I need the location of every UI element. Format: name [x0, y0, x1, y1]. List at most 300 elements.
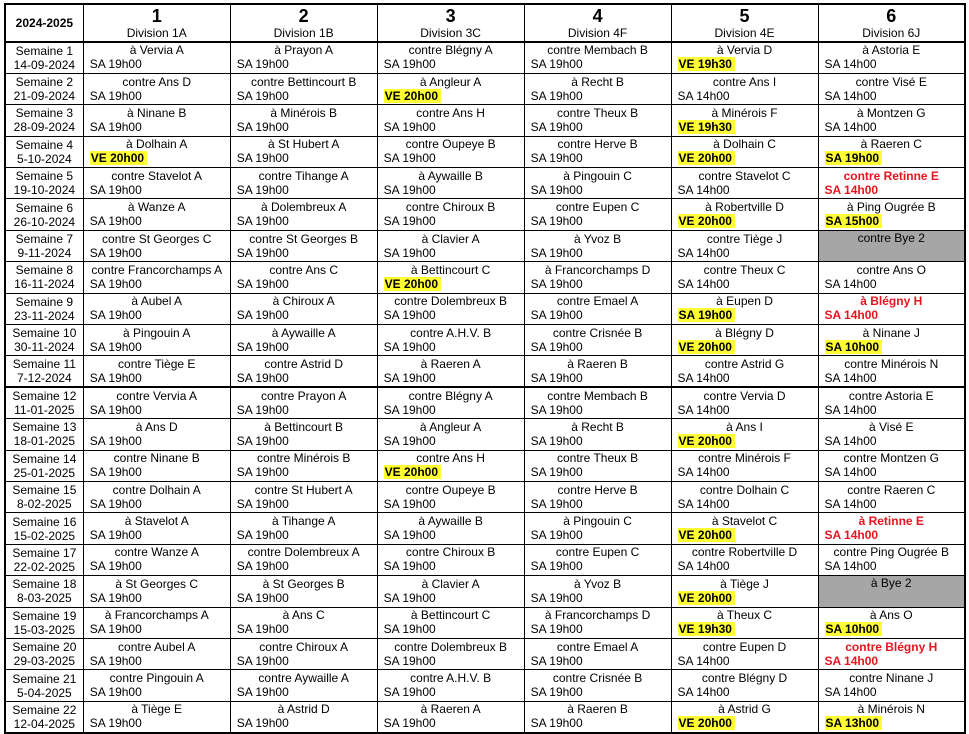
match-cell — [524, 136, 671, 167]
match-time-text: VE 20h00 — [678, 214, 735, 228]
match-time-text: SA 19h00 — [383, 716, 436, 731]
match-time-text: SA 14h00 — [824, 276, 877, 291]
opponent-label: à Francorchamps D — [544, 608, 651, 623]
match-time — [84, 277, 230, 292]
opponent-label: à Ans C — [282, 608, 325, 623]
match-cell — [818, 701, 965, 732]
match-time — [378, 434, 524, 449]
opponent-label: contre Ninane J — [849, 671, 934, 685]
division-label: Division 6J — [862, 26, 921, 40]
match-time — [231, 685, 377, 700]
opponent-label: à Theux C — [716, 608, 773, 623]
week-cell — [5, 481, 83, 512]
match-time-highlighted — [672, 340, 818, 355]
opponent-label: à Astrid D — [277, 702, 330, 717]
match-time-highlighted — [378, 277, 524, 292]
week-label: Semaine 5 — [15, 169, 74, 184]
match-cell — [671, 42, 818, 73]
match-cell — [230, 419, 377, 450]
match-time-text: SA 19h00 — [530, 528, 583, 543]
match-time — [672, 465, 818, 480]
match-time — [672, 277, 818, 292]
opponent-label: contre Dolhain A — [112, 482, 201, 497]
match-cell — [83, 701, 230, 732]
match-time — [231, 716, 377, 731]
opponent-label: à Clavier A — [421, 231, 480, 246]
opponent-label: à Pingouin A — [123, 325, 191, 340]
schedule-row — [5, 513, 965, 544]
match-time-text: SA 19h00 — [236, 276, 289, 291]
opponent-label: contre Ninane B — [113, 451, 200, 466]
match-cell — [83, 576, 230, 607]
opponent-label: contre Eupen D — [702, 639, 787, 654]
match-cell — [230, 293, 377, 324]
week-label: Semaine 1 — [15, 43, 74, 58]
opponent-label: contre Dolembreux B — [394, 294, 507, 309]
opponent-label: contre Bettincourt B — [250, 74, 357, 89]
match-cell — [524, 544, 671, 575]
schedule-row — [5, 230, 965, 261]
match-time-text: SA 19h00 — [236, 622, 289, 637]
match-cell — [671, 325, 818, 356]
column-number: 3 — [445, 6, 456, 26]
week-label: Semaine 8 — [15, 263, 74, 278]
match-cell — [377, 230, 524, 261]
match-time-text: SA 19h00 — [236, 465, 289, 480]
match-cell — [377, 325, 524, 356]
match-time — [84, 622, 230, 637]
match-cell — [818, 607, 965, 638]
match-time — [84, 654, 230, 669]
bye-cell — [818, 576, 965, 607]
match-cell — [377, 293, 524, 324]
week-cell — [5, 230, 83, 261]
match-time-text: SA 14h00 — [677, 559, 730, 574]
match-time-text: SA 19h00 — [236, 496, 289, 511]
opponent-label: contre Theux B — [556, 451, 639, 466]
opponent-label: à Yvoz B — [573, 231, 622, 246]
match-cell — [524, 670, 671, 701]
opponent-label: à Bettincourt C — [410, 608, 491, 623]
match-time-text: VE 20h00 — [384, 277, 441, 291]
match-time — [84, 685, 230, 700]
match-cell — [818, 325, 965, 356]
opponent-label: contre Visé E — [855, 74, 927, 89]
match-time-text: SA 19h00 — [530, 653, 583, 668]
match-time — [672, 559, 818, 574]
opponent-label: à Robertville D — [705, 200, 784, 215]
match-time — [231, 559, 377, 574]
opponent-label: contre Minérois N — [844, 356, 939, 371]
week-cell — [5, 42, 83, 73]
match-cell — [83, 105, 230, 136]
match-cell — [524, 607, 671, 638]
opponent-label: contre Raeren C — [847, 482, 936, 497]
match-cell — [524, 576, 671, 607]
match-time-text: SA 14h00 — [824, 119, 877, 134]
match-time — [378, 120, 524, 135]
match-cell — [671, 136, 818, 167]
opponent-label: à Blégny D — [715, 325, 774, 340]
match-time — [525, 89, 671, 104]
week-cell — [5, 544, 83, 575]
opponent-label: à Raeren A — [420, 356, 481, 371]
opponent-label: à Pingouin C — [563, 168, 632, 183]
week-cell — [5, 450, 83, 481]
match-date: 23-11-2024 — [14, 308, 75, 323]
opponent-label: contre A.H.V. B — [410, 671, 492, 685]
opponent-label: contre Aubel A — [118, 639, 196, 654]
match-time-text: SA 10h00 — [825, 622, 883, 636]
match-time-text: VE 20h00 — [678, 434, 735, 448]
opponent-label: contre Chiroux A — [259, 639, 349, 654]
match-cell — [818, 638, 965, 669]
match-cell — [83, 450, 230, 481]
match-time-text: SA 19h00 — [530, 590, 583, 605]
opponent-label: à Ninane B — [127, 105, 187, 120]
match-time-text: SA 19h00 — [383, 182, 436, 197]
match-cell — [230, 325, 377, 356]
match-cell — [83, 230, 230, 261]
match-cell — [524, 513, 671, 544]
opponent-label: contre Oupeye B — [405, 482, 496, 497]
opponent-label: à Bye 2 — [870, 576, 912, 591]
match-cell — [524, 701, 671, 732]
match-time-text: SA 14h00 — [824, 685, 877, 699]
match-time — [231, 308, 377, 323]
schedule-row — [5, 262, 965, 293]
opponent-label: à Angleur A — [419, 419, 482, 434]
match-time — [525, 685, 671, 700]
match-date: 21-09-2024 — [13, 89, 76, 104]
week-cell — [5, 325, 83, 356]
match-time-highlighted — [819, 214, 965, 229]
match-cell — [83, 607, 230, 638]
match-cell — [524, 42, 671, 73]
match-cell — [230, 199, 377, 230]
match-time-highlighted — [84, 151, 230, 166]
match-time-text: SA 19h00 — [383, 528, 436, 543]
match-time-text: SA 19h00 — [530, 119, 583, 134]
match-time — [672, 654, 818, 669]
match-time — [84, 591, 230, 606]
opponent-label: contre Vervia A — [116, 388, 198, 403]
schedule-row — [5, 387, 965, 418]
week-cell — [5, 199, 83, 230]
week-cell — [5, 670, 83, 701]
column-number: 1 — [151, 6, 162, 26]
match-time — [84, 89, 230, 104]
match-cell — [377, 42, 524, 73]
match-time — [525, 120, 671, 135]
match-time — [525, 528, 671, 543]
match-time — [84, 308, 230, 323]
match-time-text: SA 14h00 — [824, 496, 877, 511]
match-cell — [671, 230, 818, 261]
division-label: Division 1A — [126, 26, 187, 40]
match-time-text: SA 19h00 — [530, 276, 583, 291]
week-cell — [5, 607, 83, 638]
match-time — [525, 277, 671, 292]
match-cell — [671, 513, 818, 544]
match-time-text: SA 14h00 — [824, 465, 877, 480]
opponent-label: contre Dolhain C — [699, 482, 790, 497]
opponent-label: contre Crisnée B — [552, 671, 643, 685]
match-time — [231, 151, 377, 166]
match-cell — [230, 513, 377, 544]
match-time — [525, 183, 671, 198]
bye-cell — [818, 230, 965, 261]
match-cell — [377, 638, 524, 669]
match-cell — [83, 638, 230, 669]
match-time-text: SA 19h00 — [383, 590, 436, 605]
match-time — [819, 654, 965, 669]
column-number: 6 — [886, 6, 897, 26]
match-time — [819, 183, 965, 198]
opponent-label: à Vervia D — [716, 43, 773, 58]
match-time-text: SA 19h00 — [383, 214, 436, 229]
opponent-label: contre Bye 2 — [857, 230, 925, 245]
opponent-label: contre Blégny A — [408, 43, 493, 58]
week-label: Semaine 20 — [12, 640, 77, 655]
match-cell — [524, 638, 671, 669]
match-cell — [377, 544, 524, 575]
match-time — [231, 183, 377, 198]
match-time-text: SA 19h00 — [530, 370, 583, 385]
match-time — [378, 591, 524, 606]
match-time-text: SA 19h00 — [236, 88, 289, 103]
match-cell — [671, 387, 818, 418]
match-cell — [83, 42, 230, 73]
match-time-text: SA 19h00 — [89, 57, 142, 72]
match-time-text: SA 19h00 — [383, 653, 436, 668]
match-time — [84, 403, 230, 418]
opponent-label: contre Dolembreux A — [247, 545, 360, 560]
opponent-label: à Astrid G — [718, 702, 771, 717]
match-time-text: VE 20h00 — [678, 528, 735, 542]
match-date: 29-03-2025 — [13, 654, 76, 669]
match-time — [231, 340, 377, 355]
match-cell — [524, 168, 671, 199]
opponent-label: à Ans I — [726, 419, 763, 434]
match-time-text: SA 14h00 — [677, 88, 730, 103]
match-time — [231, 497, 377, 512]
match-time-text: SA 14h00 — [677, 276, 730, 291]
week-label: Semaine 2 — [15, 75, 74, 90]
opponent-label: contre Blégny D — [701, 671, 788, 685]
schedule-row — [5, 701, 965, 732]
match-time-text: SA 19h00 — [89, 119, 142, 134]
match-time — [525, 622, 671, 637]
opponent-label: à Minérois N — [857, 702, 925, 717]
column-header-1 — [83, 4, 230, 42]
header-row — [5, 4, 965, 42]
match-time-text: SA 14h00 — [824, 653, 879, 668]
week-label: Semaine 16 — [12, 514, 77, 529]
match-time-text: SA 19h00 — [89, 496, 142, 511]
week-cell — [5, 638, 83, 669]
match-time-text: SA 19h00 — [236, 716, 289, 731]
match-cell — [818, 199, 965, 230]
match-time-text: SA 19h00 — [236, 182, 289, 197]
opponent-label: à Tiège J — [720, 576, 769, 591]
match-cell — [377, 481, 524, 512]
opponent-label: contre Eupen C — [555, 545, 640, 560]
match-time-text: SA 19h00 — [236, 57, 289, 72]
week-label: Semaine 21 — [12, 671, 77, 686]
opponent-label: à St Hubert A — [267, 137, 340, 152]
match-cell — [377, 701, 524, 732]
week-cell — [5, 73, 83, 104]
match-time-highlighted — [378, 89, 524, 104]
opponent-label: contre Wanze A — [114, 545, 199, 560]
opponent-label: contre Eupen C — [555, 200, 640, 215]
schedule-row — [5, 356, 965, 387]
match-time-highlighted — [672, 434, 818, 449]
match-time — [525, 340, 671, 355]
match-time — [84, 528, 230, 543]
match-time — [378, 559, 524, 574]
match-cell — [818, 419, 965, 450]
opponent-label: à Eupen D — [716, 294, 773, 309]
match-time-text: SA 15h00 — [825, 214, 883, 228]
opponent-label: à Ninane J — [862, 325, 920, 340]
column-header-3 — [377, 4, 524, 42]
match-time-text: SA 14h00 — [824, 88, 877, 103]
match-date: 30-11-2024 — [14, 340, 75, 355]
match-cell — [377, 387, 524, 418]
match-time-text: SA 14h00 — [824, 559, 877, 574]
match-date: 5-10-2024 — [17, 151, 72, 166]
match-cell — [230, 105, 377, 136]
match-time — [672, 497, 818, 512]
match-cell — [230, 638, 377, 669]
match-cell — [377, 73, 524, 104]
schedule-row — [5, 325, 965, 356]
match-cell — [83, 670, 230, 701]
match-cell — [83, 168, 230, 199]
match-time — [525, 591, 671, 606]
match-cell — [818, 293, 965, 324]
opponent-label: contre Oupeye B — [405, 137, 496, 152]
opponent-label: à Retinne E — [858, 514, 924, 529]
match-cell — [83, 356, 230, 387]
match-cell — [83, 481, 230, 512]
match-time-text: SA 19h00 — [236, 308, 289, 323]
match-cell — [230, 136, 377, 167]
opponent-label: contre Stavelot C — [698, 168, 791, 183]
opponent-label: à Dolhain A — [126, 137, 188, 152]
match-time — [378, 340, 524, 355]
match-time — [231, 591, 377, 606]
match-time — [231, 89, 377, 104]
match-time-text: SA 19h00 — [89, 308, 142, 323]
match-time-text: VE 20h00 — [384, 89, 441, 103]
match-time — [819, 434, 965, 449]
week-label: Semaine 15 — [12, 483, 77, 498]
match-time-text: SA 14h00 — [824, 308, 879, 323]
week-cell — [5, 262, 83, 293]
opponent-label: contre Tiège J — [706, 231, 783, 246]
column-number: 2 — [298, 6, 309, 26]
opponent-label: à Aubel A — [131, 294, 183, 309]
opponent-label: contre Ping Ougrée B — [833, 545, 949, 560]
match-time-highlighted — [672, 591, 818, 606]
match-time-highlighted — [672, 308, 818, 323]
opponent-label: contre Ans C — [269, 262, 339, 277]
match-cell — [377, 607, 524, 638]
match-time — [231, 246, 377, 261]
match-time — [378, 151, 524, 166]
match-cell — [524, 325, 671, 356]
opponent-label: à Tihange A — [271, 514, 336, 529]
match-cell — [671, 607, 818, 638]
match-cell — [230, 42, 377, 73]
match-time — [525, 434, 671, 449]
match-time-text: SA 14h00 — [677, 370, 730, 385]
match-cell — [524, 450, 671, 481]
schedule-row — [5, 638, 965, 669]
match-cell — [671, 419, 818, 450]
match-time-text: SA 19h00 — [530, 88, 583, 103]
match-cell — [377, 513, 524, 544]
opponent-label: à Astoria E — [862, 43, 921, 58]
match-time — [378, 685, 524, 700]
match-cell — [230, 262, 377, 293]
match-time-highlighted — [672, 716, 818, 731]
match-date: 26-10-2024 — [13, 214, 76, 229]
match-time-text: SA 19h00 — [89, 559, 142, 574]
match-time — [672, 685, 818, 700]
column-header-4 — [524, 4, 671, 42]
schedule-row — [5, 607, 965, 638]
match-cell — [818, 481, 965, 512]
match-time-highlighted — [819, 340, 965, 355]
match-cell — [377, 262, 524, 293]
match-time-text: VE 20h00 — [678, 340, 735, 354]
match-time-text: SA 19h00 — [383, 119, 436, 134]
match-time-highlighted — [378, 465, 524, 480]
column-header-6 — [818, 4, 965, 42]
opponent-label: contre Pingouin A — [109, 671, 204, 685]
match-time-text: SA 19h00 — [89, 370, 142, 385]
match-time — [672, 246, 818, 261]
match-cell — [671, 356, 818, 387]
schedule-row — [5, 419, 965, 450]
match-time — [84, 465, 230, 480]
match-time-text: SA 19h00 — [236, 214, 289, 229]
match-time — [672, 403, 818, 418]
schedule-row — [5, 136, 965, 167]
match-cell — [818, 262, 965, 293]
match-cell — [230, 450, 377, 481]
match-time — [378, 528, 524, 543]
opponent-label: contre St Georges B — [249, 231, 359, 246]
schedule-row — [5, 544, 965, 575]
match-time-text: SA 19h00 — [89, 716, 142, 731]
match-time — [231, 434, 377, 449]
match-time — [819, 559, 965, 574]
match-time-text: SA 13h00 — [825, 716, 883, 730]
match-time-text: SA 19h00 — [89, 339, 142, 354]
opponent-label: contre Ans H — [416, 451, 485, 466]
week-label: Semaine 11 — [12, 357, 76, 372]
match-time — [84, 497, 230, 512]
match-cell — [83, 199, 230, 230]
match-time-text: SA 19h00 — [89, 182, 142, 197]
match-time-text: SA 19h00 — [530, 182, 583, 197]
match-cell — [83, 513, 230, 544]
